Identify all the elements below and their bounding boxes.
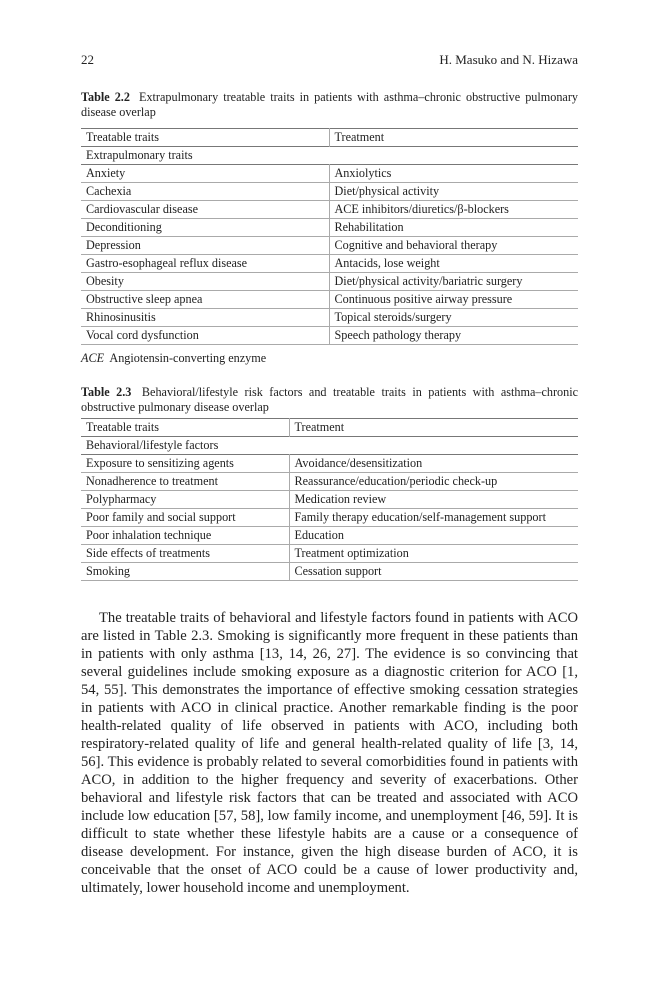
treatment-cell: Continuous positive airway pressure bbox=[329, 291, 578, 309]
trait-cell: Obstructive sleep apnea bbox=[86, 292, 203, 306]
trait-cell: Vocal cord dysfunction bbox=[86, 328, 199, 342]
table-row bbox=[81, 455, 578, 473]
table-row bbox=[81, 183, 578, 201]
table-row bbox=[81, 473, 578, 491]
footnote-abbreviation: ACE bbox=[81, 351, 105, 365]
table-header-row bbox=[81, 129, 578, 147]
table-row bbox=[81, 201, 578, 219]
table-2-3-caption bbox=[81, 385, 578, 415]
trait-cell: Deconditioning bbox=[86, 220, 162, 234]
running-header-authors: H. Masuko and N. Hizawa bbox=[439, 52, 578, 67]
table-2-2-label: Table 2.2 bbox=[81, 90, 130, 104]
treatment-cell: Anxiolytics bbox=[329, 165, 578, 183]
table-2-3-block bbox=[81, 385, 578, 581]
treatment-cell: Rehabilitation bbox=[329, 219, 578, 237]
table-2-2-block bbox=[81, 90, 578, 366]
treatment-cell: Reassurance/education/periodic check-up bbox=[289, 473, 578, 491]
trait-cell: Exposure to sensitizing agents bbox=[86, 456, 234, 470]
body-paragraph: The treatable traits of behavioral and lifestyle factors found in patients with ACO are listed in Table 2.3. Smoking is significantly more frequent in these patients than in patients with only asthma [13, 14, 26, 27]. The evidence is so convincing that several guidelines include smoking exposure as a diagnostic criterion for ACO [1, 54, 55]. This demonstrates the importance of effective smoking cessation strategies in patients with ACO in clinical practice. Another remarkable finding is the poor health-related quality of life observed in patients with ACO, including both respiratory-related quality of life and general health-related quality of life [3, 14, 56]. This evidence is probably related to several comorbidities found in patients with ACO, in addition to the higher frequency and severity of exacerbations. Other behavioral and lifestyle risk factors that can be treated and associated with ACO include low education [57, 58], low family income, and unemployment [46, 59]. It is difficult to state whether these lifestyle habits are a cause or a consequence of disease development. For instance, given the high disease burden of ACO, it is conceivable that the onset of ACO could be a cause of lower productivity and, ultimately, lower household income and unemployment. bbox=[81, 610, 578, 896]
table-row bbox=[81, 273, 578, 291]
table-row bbox=[81, 509, 578, 527]
trait-cell: Anxiety bbox=[86, 166, 126, 180]
treatment-cell: Family therapy education/self-management support bbox=[289, 509, 578, 527]
section-label: Behavioral/lifestyle factors bbox=[86, 438, 219, 452]
table-section-row bbox=[81, 147, 578, 165]
column-header-treatment: Treatment bbox=[289, 419, 578, 437]
trait-cell: Poor inhalation technique bbox=[86, 528, 212, 542]
column-header-traits: Treatable traits bbox=[86, 130, 159, 144]
table-2-2 bbox=[81, 128, 578, 345]
trait-cell: Cachexia bbox=[86, 184, 132, 198]
table-row bbox=[81, 165, 578, 183]
table-row bbox=[81, 527, 578, 545]
body-section bbox=[81, 609, 578, 897]
table-row bbox=[81, 327, 578, 345]
footnote-definition: Angiotensin-converting enzyme bbox=[109, 351, 267, 365]
table-row bbox=[81, 563, 578, 581]
table-row bbox=[81, 219, 578, 237]
table-2-2-body bbox=[81, 147, 578, 345]
treatment-cell: Medication review bbox=[289, 491, 578, 509]
treatment-cell: Cognitive and behavioral therapy bbox=[329, 237, 578, 255]
treatment-cell: Antacids, lose weight bbox=[329, 255, 578, 273]
trait-cell: Side effects of treatments bbox=[86, 546, 210, 560]
column-header-traits: Treatable traits bbox=[86, 420, 159, 434]
treatment-cell: Topical steroids/surgery bbox=[329, 309, 578, 327]
trait-cell: Polypharmacy bbox=[86, 492, 157, 506]
table-2-3 bbox=[81, 418, 578, 581]
table-2-2-caption bbox=[81, 90, 578, 120]
trait-cell: Gastro-esophageal reflux disease bbox=[86, 256, 248, 270]
column-header-treatment: Treatment bbox=[329, 129, 578, 147]
treatment-cell: Treatment optimization bbox=[289, 545, 578, 563]
trait-cell: Nonadherence to treatment bbox=[86, 474, 218, 488]
table-row bbox=[81, 309, 578, 327]
table-2-3-label: Table 2.3 bbox=[81, 385, 132, 399]
trait-cell: Cardiovascular disease bbox=[86, 202, 199, 216]
treatment-cell: Cessation support bbox=[289, 563, 578, 581]
treatment-cell: Education bbox=[289, 527, 578, 545]
trait-cell: Depression bbox=[86, 238, 141, 252]
treatment-cell: Speech pathology therapy bbox=[329, 327, 578, 345]
trait-cell: Obesity bbox=[86, 274, 124, 288]
page-number: 22 bbox=[81, 52, 94, 67]
table-2-3-caption-text: Behavioral/lifestyle risk factors and treatable traits in patients with asthma–chronic obstructive pulmonary disease overlap bbox=[81, 385, 578, 414]
table-row bbox=[81, 237, 578, 255]
trait-cell: Rhinosinusitis bbox=[86, 310, 156, 324]
table-row bbox=[81, 255, 578, 273]
table-2-2-caption-text: Extrapulmonary treatable traits in patients with asthma–chronic obstructive pulmonary disease overlap bbox=[81, 90, 578, 119]
table-section-row bbox=[81, 437, 578, 455]
table-header-row bbox=[81, 419, 578, 437]
treatment-cell: Diet/physical activity bbox=[329, 183, 578, 201]
trait-cell: Poor family and social support bbox=[86, 510, 236, 524]
treatment-cell: ACE inhibitors/diuretics/β-blockers bbox=[329, 201, 578, 219]
table-2-2-footnote bbox=[81, 351, 578, 366]
treatment-cell: Diet/physical activity/bariatric surgery bbox=[329, 273, 578, 291]
table-row bbox=[81, 545, 578, 563]
trait-cell: Smoking bbox=[86, 564, 131, 578]
running-header bbox=[81, 52, 578, 68]
table-row bbox=[81, 291, 578, 309]
table-row bbox=[81, 491, 578, 509]
section-label: Extrapulmonary traits bbox=[86, 148, 193, 162]
treatment-cell: Avoidance/desensitization bbox=[289, 455, 578, 473]
table-2-3-body bbox=[81, 437, 578, 581]
